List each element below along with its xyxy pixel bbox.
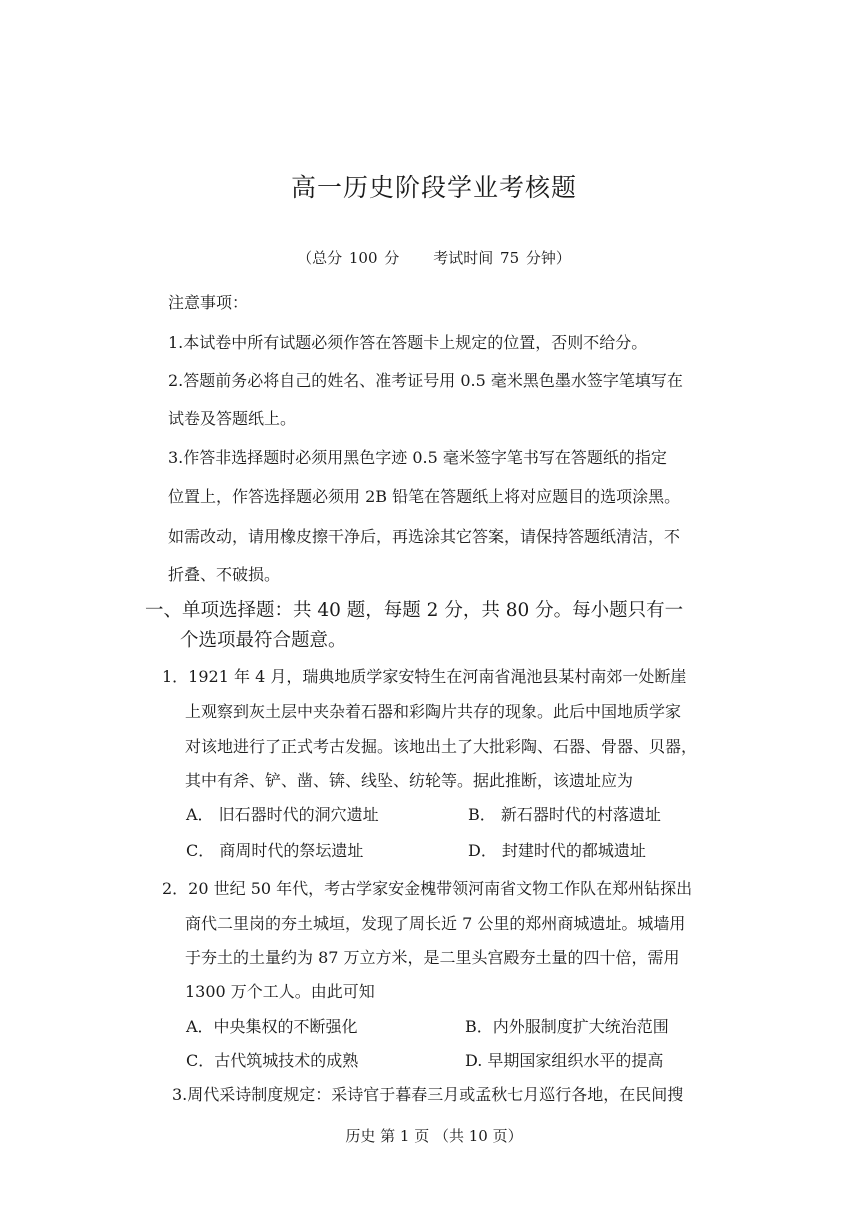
exam-title: 高一历史阶段学业考核题 — [290, 173, 577, 202]
question-2-line: 2．20 世纪 50 年代，考古学家安金槐带领河南省文物工作队在郑州钻探出 — [162, 879, 693, 898]
question-1-line: 1．1921 年 4 月，瑞典地质学家安特生在河南省渑池县某村南郊一处断崖 — [162, 667, 687, 686]
notice-line: 3.作答非选择题时必须用黑色字迹 0.5 毫米签字笔书写在答题纸的指定 — [168, 448, 667, 467]
notice-line: 试卷及答题纸上。 — [168, 409, 297, 428]
section-heading: 一、单项选择题：共 40 题，每题 2 分，共 80 分。每小题只有一 — [145, 600, 684, 621]
question-2-option-c: C．古代筑城技术的成熟 — [186, 1051, 359, 1070]
question-1-line: 其中有斧、铲、凿、锛、线坠、纺轮等。据此推断，该遗址应为 — [185, 771, 634, 790]
question-2-line: 于夯土的土量约为 87 万立方米，是二里头宫殿夯土量的四十倍，需用 — [185, 948, 680, 967]
exam-subtitle — [0, 247, 868, 268]
notice-line: 位置上，作答选择题必须用 2B 铅笔在答题纸上将对应题目的选项涂黑。 — [168, 487, 681, 506]
notice-line: 2.答题前务必将自己的姓名、准考证号用 0.5 毫米黑色墨水签字笔填写在 — [168, 371, 683, 390]
notice-line: 如需改动，请用橡皮擦干净后，再选涂其它答案，请保持答题纸清洁，不 — [168, 527, 681, 546]
question-1-option-b: B． 新石器时代的村落遗址 — [468, 805, 661, 824]
total-score: （总分 100 分 — [297, 249, 400, 267]
question-2-option-d: D. 早期国家组织水平的提高 — [465, 1051, 664, 1070]
question-2-line: 商代二里岗的夯土城垣，发现了周长近 7 公里的郑州商城遗址。城墙用 — [185, 914, 686, 933]
question-2-option-b: B．内外服制度扩大统治范围 — [465, 1017, 669, 1036]
question-3-line: 3.周代采诗制度规定：采诗官于暮春三月或孟秋七月巡行各地，在民间搜 — [172, 1085, 684, 1104]
notice-line: 折叠、不破损。 — [168, 565, 281, 584]
question-1-option-d: D． 封建时代的都城遗址 — [468, 841, 646, 860]
question-1-line: 上观察到灰土层中夹杂着石器和彩陶片共存的现象。此后中国地质学家 — [185, 702, 682, 721]
question-2-line: 1300 万个工人。由此可知 — [185, 982, 375, 1001]
question-1-line: 对该地进行了正式考古发掘。该地出土了大批彩陶、石器、骨器、贝器， — [185, 737, 698, 756]
exam-time: 考试时间 75 分钟） — [433, 249, 571, 267]
question-1-option-a: A． 旧石器时代的洞穴遗址 — [186, 805, 379, 824]
notice-line: 1.本试卷中所有试题必须作答在答题卡上规定的位置，否则不给分。 — [168, 333, 648, 352]
notice-heading: 注意事项： — [168, 293, 249, 312]
question-2-option-a: A．中央集权的不断强化 — [186, 1017, 358, 1036]
question-1-option-c: C． 商周时代的祭坛遗址 — [186, 841, 364, 860]
page-footer: 历史 第 1 页 （共 10 页） — [345, 1127, 523, 1145]
section-heading-cont: 个选项最符合题意。 — [180, 630, 347, 651]
